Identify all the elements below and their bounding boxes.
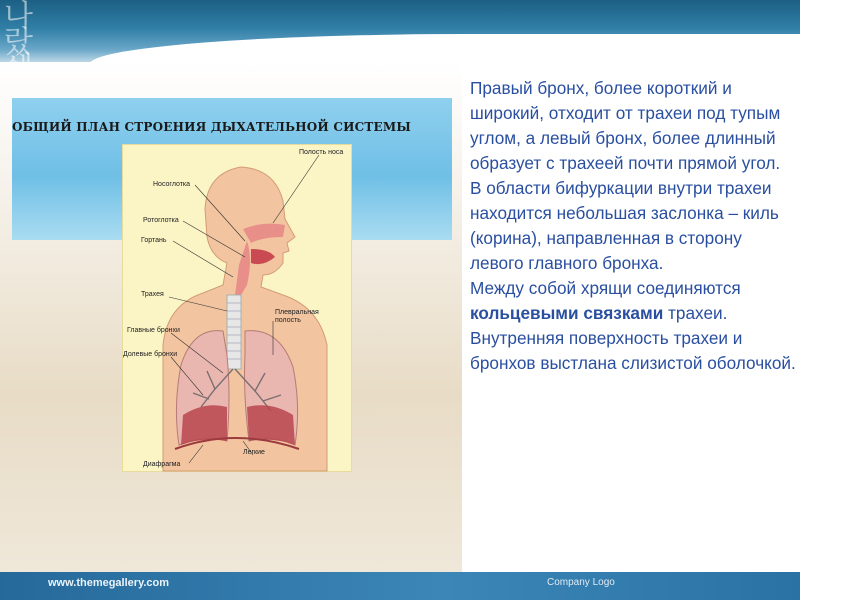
label-nasal-cavity: Полость носа (299, 149, 344, 156)
paragraph-bifurcation: В области бифуркации внутри трахеи находится небольшая заслонка – киль (корина), направленная в сторону левого главного бронха. (470, 178, 779, 273)
diagram-title: ОБЩИЙ ПЛАН СТРОЕНИЯ ДЫХАТЕЛЬНОЙ СИСТЕМЫ (12, 120, 411, 134)
footer-bar (0, 572, 800, 600)
trachea-shape (227, 295, 241, 369)
label-oropharynx: Ротоглотка (143, 217, 179, 224)
label-pleural-cavity-1: Плевральная (275, 309, 319, 316)
label-pleural-cavity-2: полость (275, 317, 301, 324)
label-larynx: Гортань (141, 237, 167, 244)
label-nasopharynx: Носоглотка (153, 181, 191, 188)
paragraph-cartilage-end: трахеи. (663, 303, 728, 323)
paragraph-cartilage-start: Между собой хрящи соединяются (470, 278, 741, 298)
paragraph-mucosa: Внутренняя поверхность трахеи и бронхов выстлана слизистой оболочкой. (470, 328, 796, 373)
footer-company-logo: Company Logo (547, 577, 615, 588)
respiratory-system-figure (122, 144, 352, 472)
header-glyph-line: 랐 (4, 25, 33, 60)
anatomy-illustration (123, 145, 351, 471)
header-glyph-line: 나 (4, 0, 33, 34)
description-text (470, 76, 796, 516)
footer-website-link[interactable]: www.themegallery.com (48, 577, 170, 589)
paragraph-cartilage (470, 276, 796, 326)
label-diaphragm: Диафрагма (143, 461, 181, 468)
label-trachea: Трахея (141, 291, 164, 298)
paragraph-bronchi: Правый бронх, более короткий и широкий, отходит от трахеи под тупым углом, а левый бронх, более длинный образует с трахеей почти прямой угол. (470, 78, 781, 173)
label-lobar-bronchi: Долевые бронхи (123, 351, 178, 358)
label-lungs: Легкие (243, 449, 265, 456)
emphasis-ring-ligaments: кольцевыми связками (470, 303, 664, 323)
label-main-bronchi: Главные бронхи (127, 327, 180, 334)
header-band (0, 0, 800, 62)
